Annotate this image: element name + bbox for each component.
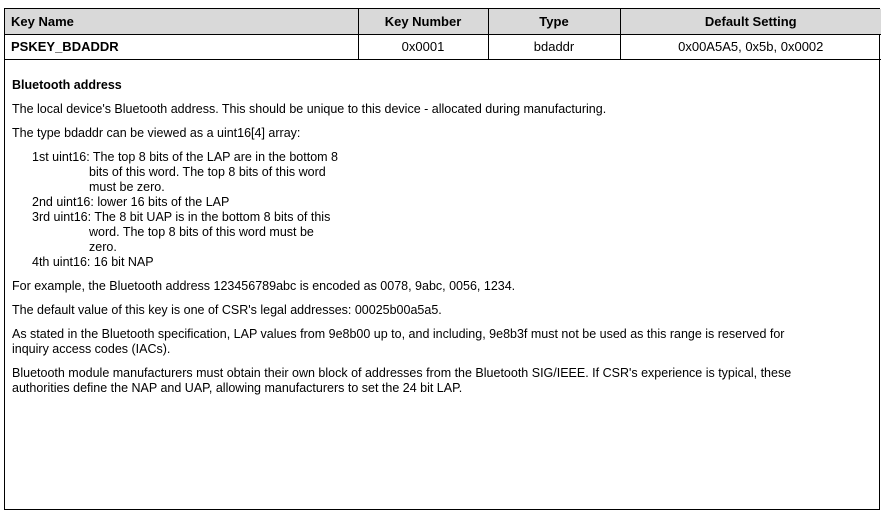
header-default-setting: Default Setting xyxy=(620,9,881,34)
list-item xyxy=(32,195,873,210)
pskey-document xyxy=(4,8,880,510)
list-item xyxy=(32,255,873,270)
description-heading: Bluetooth address xyxy=(12,77,122,92)
list-item xyxy=(32,210,873,255)
cell-key-name: PSKEY_BDADDR xyxy=(5,34,358,59)
list-item xyxy=(32,150,873,195)
list-item-line: must be zero. xyxy=(89,179,165,194)
description-paragraph: The local device's Bluetooth address. This should be unique to this device - allocated during manufacturing. xyxy=(12,101,607,116)
header-key-number: Key Number xyxy=(358,9,488,34)
list-item-line: bits of this word. The top 8 bits of this word xyxy=(89,164,326,179)
cell-type: bdaddr xyxy=(488,34,620,59)
paragraph-line: authorities define the NAP and UAP, allowing manufacturers to set the 24 bit LAP. xyxy=(12,380,463,395)
key-table xyxy=(5,9,881,60)
paragraph-line: inquiry access codes (IACs). xyxy=(12,341,171,356)
list-item-line: 3rd uint16: The 8 bit UAP is in the bottom 8 bits of this xyxy=(32,209,331,224)
list-item-line: word. The top 8 bits of this word must be xyxy=(89,224,314,239)
header-type: Type xyxy=(488,9,620,34)
paragraph-line: As stated in the Bluetooth specification, LAP values from 9e8b00 up to, and including, 9e8b3f must not be used as this range is reserved for xyxy=(12,326,785,341)
table-header-row xyxy=(5,9,881,34)
list-item-line: 1st uint16: The top 8 bits of the LAP are in the bottom 8 xyxy=(32,149,338,164)
description-paragraph xyxy=(12,327,873,357)
description-section xyxy=(5,60,879,396)
description-paragraph xyxy=(12,366,873,396)
table-row xyxy=(5,34,881,59)
description-paragraph: For example, the Bluetooth address 123456789abc is encoded as 0078, 9abc, 0056, 1234. xyxy=(12,278,516,293)
list-item-line: 4th uint16: 16 bit NAP xyxy=(32,254,154,269)
list-item-line: 2nd uint16: lower 16 bits of the LAP xyxy=(32,194,230,209)
cell-key-number: 0x0001 xyxy=(358,34,488,59)
description-paragraph: The default value of this key is one of CSR's legal addresses: 00025b00a5a5. xyxy=(12,302,442,317)
list-item-line: zero. xyxy=(89,239,117,254)
description-paragraph: The type bdaddr can be viewed as a uint16[4] array: xyxy=(12,125,301,140)
paragraph-line: Bluetooth module manufacturers must obtain their own block of addresses from the Bluetooth SIG/IEEE. If CSR's experience is typical, these xyxy=(12,365,792,380)
cell-default-setting: 0x00A5A5, 0x5b, 0x0002 xyxy=(620,34,881,59)
header-key-name: Key Name xyxy=(5,9,358,34)
uint16-array-list xyxy=(32,150,873,270)
